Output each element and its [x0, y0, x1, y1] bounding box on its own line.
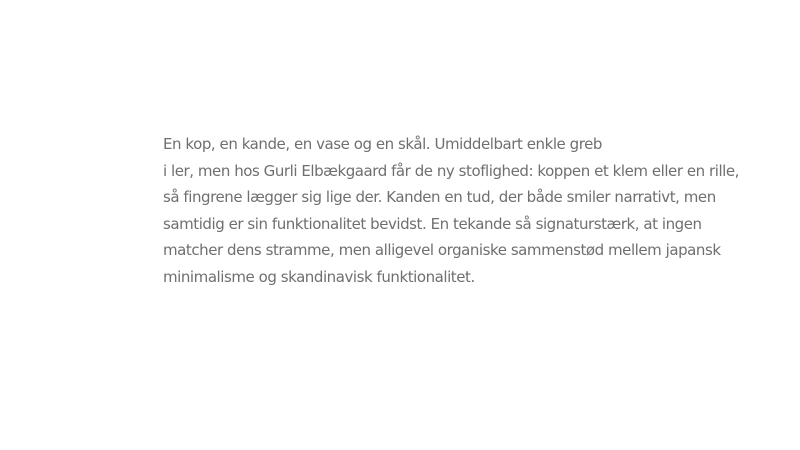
- paragraph-line: i ler, men hos Gurli Elbækgaard får de ny stoflighed: koppen et klem eller en rille,: [163, 161, 739, 180]
- body-paragraph: [163, 131, 739, 290]
- paragraph-line: En kop, en kande, en vase og en skål. Umiddelbart enkle greb: [163, 135, 602, 153]
- paragraph-line: minimalisme og skandinavisk funktionalitet.: [163, 267, 475, 286]
- paragraph-line: samtidig er sin funktionalitet bevidst. En tekande så signaturstærk, at ingen: [163, 214, 702, 233]
- paragraph-line: så fingrene lægger sig lige der. Kanden en tud, der både smiler narrativt, men: [163, 188, 716, 206]
- paragraph-line: matcher dens stramme, men alligevel organiske sammenstød mellem japansk: [163, 241, 721, 259]
